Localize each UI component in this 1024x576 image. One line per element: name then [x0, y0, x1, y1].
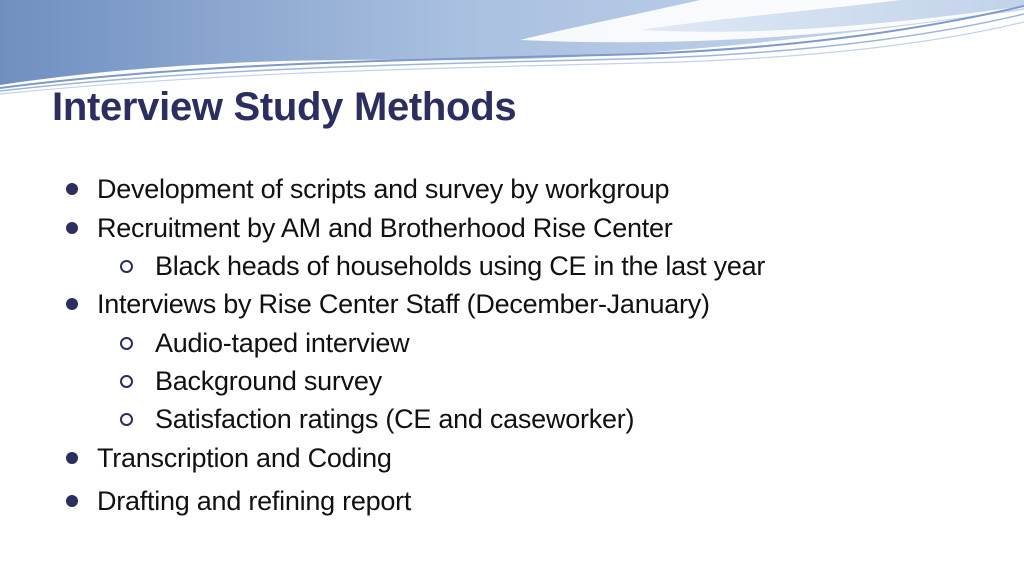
bullet-text: Transcription and Coding	[97, 442, 392, 473]
filled-bullet-icon	[66, 452, 78, 464]
bullet-item	[66, 209, 673, 247]
hollow-bullet-icon	[120, 260, 133, 273]
filled-bullet-icon	[66, 298, 78, 310]
slide-title: Interview Study Methods	[52, 85, 517, 129]
bullet-item	[66, 482, 411, 520]
sub-bullet-text: Black heads of households using CE in the last year	[155, 250, 766, 281]
sub-bullet-text: Background survey	[155, 365, 382, 396]
sub-bullet-item	[120, 400, 634, 438]
bullet-item	[66, 285, 710, 323]
bullet-item	[66, 439, 392, 477]
filled-bullet-icon	[66, 222, 78, 234]
bullet-item	[66, 170, 669, 208]
sub-bullet-text: Audio-taped interview	[155, 327, 410, 358]
sub-bullet-text: Satisfaction ratings (CE and caseworker)	[155, 403, 635, 434]
sub-bullet-item	[120, 362, 382, 400]
bullet-text: Recruitment by AM and Brotherhood Rise Center	[97, 212, 673, 243]
hollow-bullet-icon	[120, 413, 133, 426]
sub-bullet-item	[120, 247, 765, 285]
sub-bullet-item	[120, 324, 409, 362]
bullet-text: Drafting and refining report	[97, 485, 412, 516]
bullet-text: Interviews by Rise Center Staff (December-January)	[97, 288, 710, 319]
hollow-bullet-icon	[120, 337, 133, 350]
filled-bullet-icon	[66, 183, 78, 195]
hollow-bullet-icon	[120, 375, 133, 388]
filled-bullet-icon	[66, 495, 78, 507]
bullet-text: Development of scripts and survey by workgroup	[97, 173, 670, 204]
